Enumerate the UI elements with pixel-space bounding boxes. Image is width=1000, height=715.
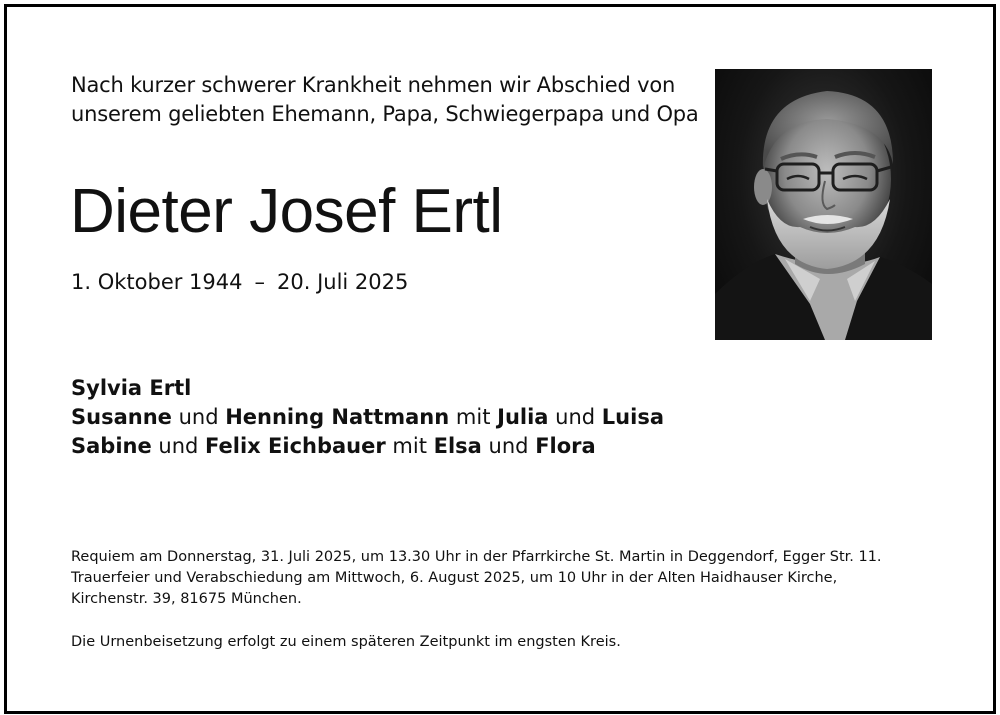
connector-word: und [178, 405, 219, 429]
family-member-name: Julia [497, 405, 549, 429]
birth-date: 1. Oktober 1944 [71, 270, 243, 294]
intro-line-2: unserem geliebten Ehemann, Papa, Schwiegerpapa und Opa [71, 102, 699, 126]
family-member-name: Felix Eichbauer [205, 434, 386, 458]
connector-word: mit [455, 405, 491, 429]
intro-line-1: Nach kurzer schwerer Krankheit nehmen wir Abschied von [71, 73, 676, 97]
requiem-text: Requiem am Donnerstag, 31. Juli 2025, um 13.30 Uhr in der Pfarrkirche St. Martin in Deggendorf, Egger Str. 11. [71, 549, 882, 565]
connector-word: und [158, 434, 199, 458]
family-member-name: Sabine [71, 434, 152, 458]
intro-text [71, 71, 699, 129]
ceremony-details [71, 547, 951, 653]
portrait-photo-icon [715, 69, 932, 340]
family-member-name: Luisa [601, 405, 664, 429]
deceased-name: Dieter Josef Ertl [70, 177, 503, 246]
family-member-name: Susanne [71, 405, 172, 429]
family-line-2 [71, 403, 664, 432]
trauerfeier-text-line-2: Kirchenstr. 39, 81675 München. [71, 591, 302, 607]
connector-word: mit [392, 434, 427, 458]
connector-word: und [555, 405, 596, 429]
death-date: 20. Juli 2025 [277, 270, 409, 294]
family-line-1 [71, 374, 664, 403]
family-member-name: Elsa [433, 434, 482, 458]
family-member-name: Henning Nattmann [225, 405, 450, 429]
family-line-3 [71, 432, 664, 461]
date-dash: – [254, 270, 265, 294]
connector-word: und [488, 434, 529, 458]
family-list [71, 374, 664, 461]
family-member-name: Flora [535, 434, 596, 458]
spacer [71, 610, 951, 632]
family-member-name: Sylvia Ertl [71, 376, 192, 400]
urnen-text: Die Urnenbeisetzung erfolgt zu einem späteren Zeitpunkt im engsten Kreis. [71, 634, 621, 650]
life-dates [71, 268, 408, 297]
trauerfeier-text-line-1: Trauerfeier und Verabschiedung am Mittwoch, 6. August 2025, um 10 Uhr in der Alten Haidhauser Kirche, [71, 570, 838, 586]
